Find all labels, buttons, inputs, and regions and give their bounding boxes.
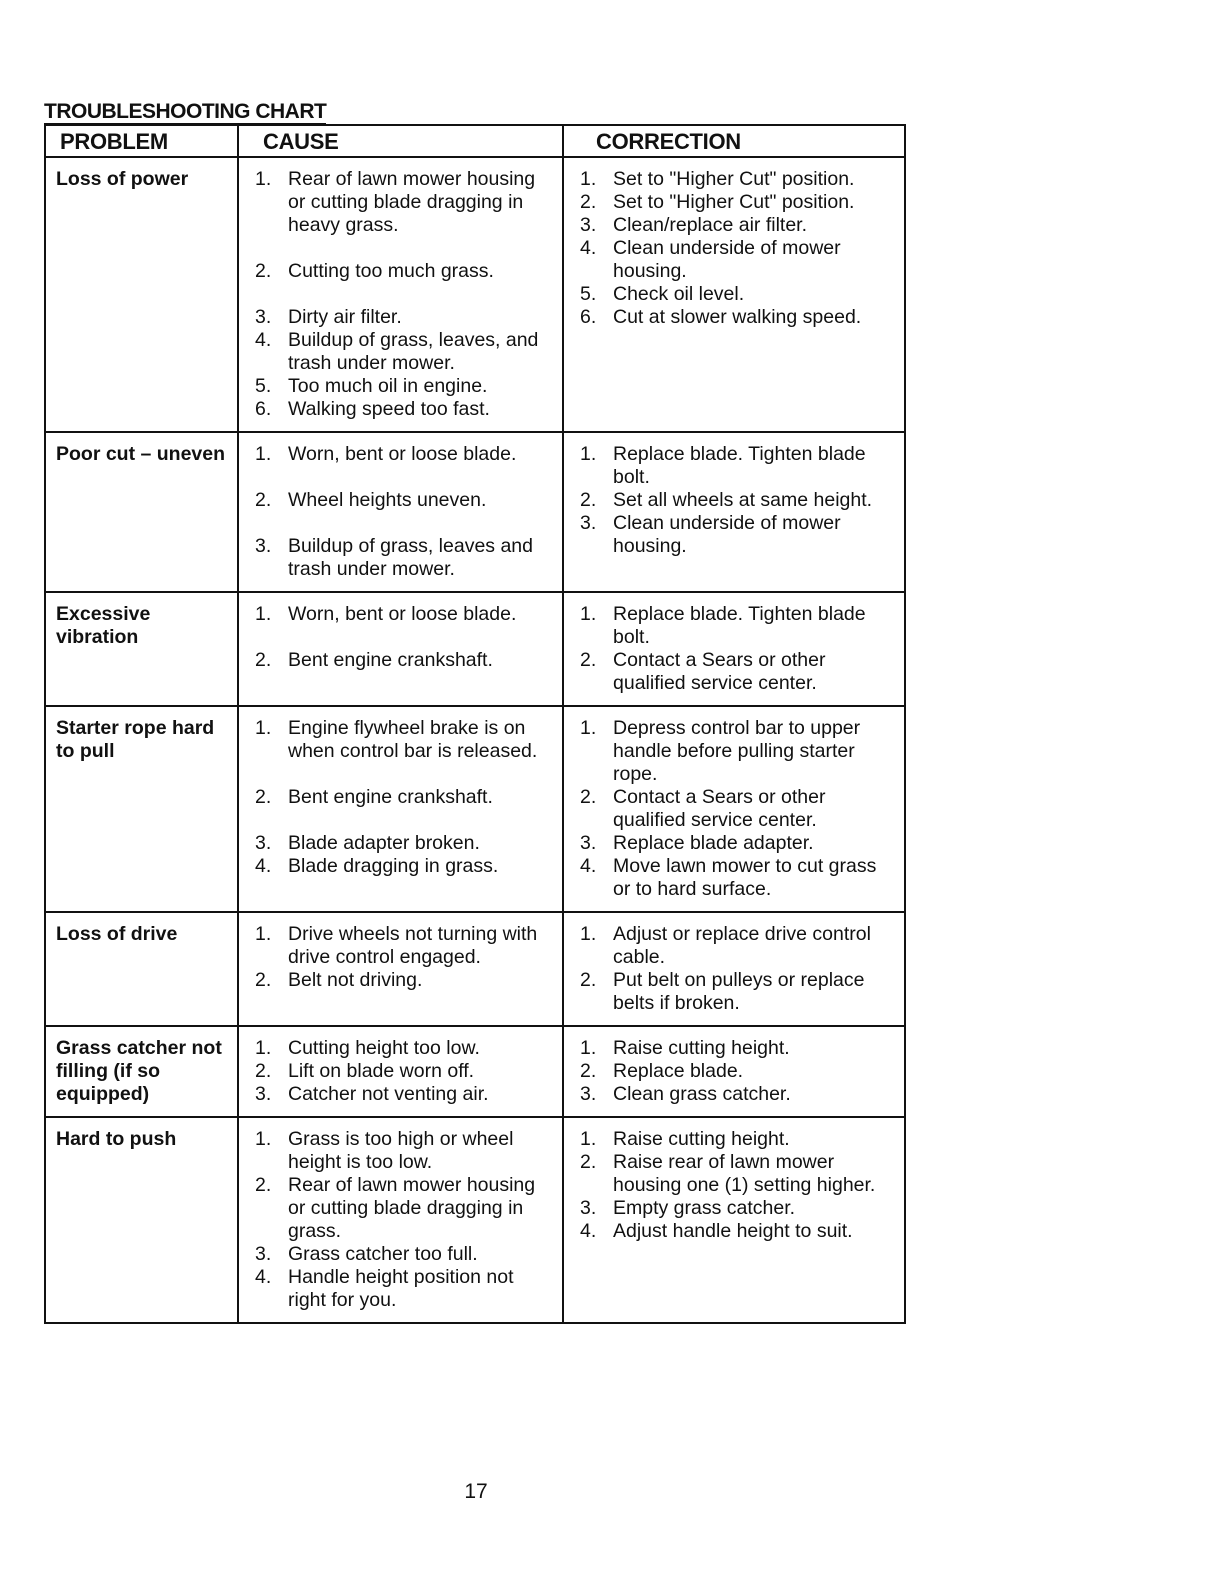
correction-item (572, 717, 894, 786)
cause-list (247, 168, 552, 421)
cause-item-text: Cutting too much grass. (288, 260, 494, 282)
cause-item-text: Rear of lawn mower housing or cutting blade dragging in grass. (288, 1174, 536, 1242)
cause-list (247, 923, 552, 992)
cause-item-text: Bent engine crankshaft. (288, 649, 493, 671)
cause-item (247, 489, 552, 512)
cause-item-number: 3. (255, 535, 272, 557)
cause-item (247, 855, 552, 878)
correction-list (572, 923, 894, 1015)
cause-item-text: Catcher not venting air. (288, 1083, 489, 1105)
cause-item-number: 3. (255, 1083, 272, 1105)
correction-item (572, 191, 894, 214)
cause-item (247, 717, 552, 763)
correction-item-number: 1. (580, 168, 597, 190)
correction-item-number: 2. (580, 191, 597, 213)
cause-item (247, 306, 552, 329)
table-row (45, 1117, 905, 1323)
correction-item-text: Cut at slower walking speed. (613, 306, 862, 328)
correction-item (572, 283, 894, 306)
cause-item-number: 2. (255, 489, 272, 511)
cause-item (247, 1174, 552, 1243)
correction-item-number: 3. (580, 1083, 597, 1105)
correction-item (572, 306, 894, 329)
cause-item-number: 1. (255, 923, 272, 945)
cause-item (247, 1243, 552, 1266)
cause-item-text: Grass catcher too full. (288, 1243, 478, 1265)
cause-item (247, 535, 552, 581)
correction-item-number: 2. (580, 1060, 597, 1082)
correction-item-number: 2. (580, 786, 597, 808)
cause-item-number: 2. (255, 969, 272, 991)
cause-item-number: 3. (255, 306, 272, 328)
correction-item (572, 923, 894, 969)
table-row (45, 912, 905, 1026)
correction-item-number: 3. (580, 214, 597, 236)
table-body (45, 157, 905, 1323)
cause-cell (238, 1026, 563, 1117)
cause-list (247, 1128, 552, 1312)
correction-item-text: Check oil level. (613, 283, 745, 305)
cause-item-text: Buildup of grass, leaves and trash under mower. (288, 535, 533, 580)
table-row (45, 592, 905, 706)
correction-cell (563, 157, 905, 432)
problem-cell: Starter rope hard to pull (45, 706, 238, 912)
correction-item (572, 512, 894, 558)
correction-item-number: 4. (580, 855, 597, 877)
correction-item-number: 1. (580, 603, 597, 625)
correction-item-number: 2. (580, 649, 597, 671)
correction-item-text: Move lawn mower to cut grass or to hard surface. (613, 855, 877, 900)
cause-item-text: Drive wheels not turning with drive control engaged. (288, 923, 538, 968)
correction-item (572, 1060, 894, 1083)
correction-item (572, 237, 894, 283)
correction-item (572, 832, 894, 855)
cause-cell (238, 432, 563, 592)
cause-item (247, 969, 552, 992)
correction-item (572, 214, 894, 237)
correction-item (572, 443, 894, 489)
correction-item-text: Raise cutting height. (613, 1037, 790, 1059)
page-number: 17 (464, 1480, 488, 1503)
correction-item-number: 4. (580, 237, 597, 259)
header-problem: PROBLEM (45, 125, 238, 157)
problem-cell: Grass catcher not filling (if so equipped) (45, 1026, 238, 1117)
correction-item-text: Depress control bar to upper handle before pulling starter rope. (613, 717, 861, 785)
correction-item-text: Set all wheels at same height. (613, 489, 873, 511)
correction-item-number: 2. (580, 969, 597, 991)
cause-item-text: Cutting height too low. (288, 1037, 480, 1059)
cause-item-number: 2. (255, 786, 272, 808)
correction-item (572, 1197, 894, 1220)
cause-item (247, 398, 552, 421)
correction-cell (563, 592, 905, 706)
correction-item-text: Set to "Higher Cut" position. (613, 168, 855, 190)
problem-cell: Poor cut – uneven (45, 432, 238, 592)
cause-item-text: Worn, bent or loose blade. (288, 443, 517, 465)
cause-item-text: Rear of lawn mower housing or cutting blade dragging in heavy grass. (288, 168, 536, 236)
cause-item-text: Blade dragging in grass. (288, 855, 499, 877)
table-row (45, 1026, 905, 1117)
correction-item-text: Contact a Sears or other qualified service center. (613, 786, 826, 831)
cause-item (247, 1060, 552, 1083)
cause-item-number: 4. (255, 329, 272, 351)
correction-cell (563, 706, 905, 912)
correction-item-text: Clean/replace air filter. (613, 214, 808, 236)
correction-item-number: 2. (580, 489, 597, 511)
correction-item-number: 3. (580, 832, 597, 854)
correction-item-text: Adjust handle height to suit. (613, 1220, 853, 1242)
correction-list (572, 1128, 894, 1243)
correction-item (572, 649, 894, 695)
cause-item (247, 1083, 552, 1106)
correction-item-number: 1. (580, 717, 597, 739)
cause-cell (238, 157, 563, 432)
cause-item-number: 1. (255, 717, 272, 739)
correction-item (572, 1037, 894, 1060)
problem-cell: Loss of drive (45, 912, 238, 1026)
cause-item-text: Handle height position not right for you. (288, 1266, 514, 1311)
cause-item-text: Buildup of grass, leaves, and trash under mower. (288, 329, 539, 374)
correction-item-number: 6. (580, 306, 597, 328)
correction-item-number: 1. (580, 1037, 597, 1059)
cause-cell (238, 706, 563, 912)
cause-cell (238, 912, 563, 1026)
correction-item-text: Clean underside of mower housing. (613, 237, 841, 282)
cause-list (247, 1037, 552, 1106)
cause-cell (238, 1117, 563, 1323)
cause-item (247, 603, 552, 626)
correction-item-text: Clean grass catcher. (613, 1083, 791, 1105)
cause-cell (238, 592, 563, 706)
correction-item-number: 2. (580, 1151, 597, 1173)
correction-item-number: 1. (580, 923, 597, 945)
correction-item-text: Replace blade. (613, 1060, 744, 1082)
cause-item (247, 923, 552, 969)
correction-cell (563, 1117, 905, 1323)
table-row (45, 706, 905, 912)
cause-item-text: Blade adapter broken. (288, 832, 480, 854)
table-row (45, 432, 905, 592)
correction-list (572, 443, 894, 558)
cause-item-text: Too much oil in engine. (288, 375, 488, 397)
correction-item (572, 1128, 894, 1151)
correction-item (572, 1083, 894, 1106)
cause-item-number: 1. (255, 443, 272, 465)
cause-item-text: Bent engine crankshaft. (288, 786, 493, 808)
cause-item-text: Wheel heights uneven. (288, 489, 487, 511)
cause-item (247, 832, 552, 855)
correction-list (572, 717, 894, 901)
cause-item (247, 375, 552, 398)
correction-item-text: Raise cutting height. (613, 1128, 790, 1150)
cause-item (247, 1128, 552, 1174)
cause-item (247, 168, 552, 237)
problem-cell: Excessive vibration (45, 592, 238, 706)
correction-item (572, 603, 894, 649)
correction-item (572, 1151, 894, 1197)
cause-item-number: 1. (255, 168, 272, 190)
correction-item (572, 786, 894, 832)
cause-item-number: 2. (255, 649, 272, 671)
correction-item-text: Put belt on pulleys or replace belts if broken. (613, 969, 865, 1014)
page-title: TROUBLESHOOTING CHART (44, 100, 327, 123)
troubleshooting-table (44, 124, 906, 1324)
cause-item-number: 4. (255, 1266, 272, 1288)
cause-item-text: Belt not driving. (288, 969, 423, 991)
cause-item-number: 1. (255, 1128, 272, 1150)
correction-item-text: Replace blade adapter. (613, 832, 814, 854)
correction-item-text: Set to "Higher Cut" position. (613, 191, 855, 213)
correction-list (572, 168, 894, 329)
correction-item-number: 1. (580, 443, 597, 465)
header-cause: CAUSE (238, 125, 563, 157)
cause-item-number: 2. (255, 1174, 272, 1196)
problem-cell: Loss of power (45, 157, 238, 432)
cause-item-text: Grass is too high or wheel height is too low. (288, 1128, 514, 1173)
correction-cell (563, 912, 905, 1026)
cause-item (247, 260, 552, 283)
correction-item-text: Contact a Sears or other qualified service center. (613, 649, 826, 694)
correction-list (572, 603, 894, 695)
cause-item (247, 786, 552, 809)
correction-item (572, 489, 894, 512)
cause-list (247, 603, 552, 672)
cause-item-number: 4. (255, 855, 272, 877)
correction-item (572, 1220, 894, 1243)
correction-item-text: Clean underside of mower housing. (613, 512, 841, 557)
cause-list (247, 717, 552, 878)
correction-cell (563, 1026, 905, 1117)
correction-item (572, 168, 894, 191)
cause-item-text: Walking speed too fast. (288, 398, 490, 420)
cause-item-text: Engine flywheel brake is on when control bar is released. (288, 717, 538, 762)
cause-item-number: 2. (255, 1060, 272, 1082)
cause-item-number: 3. (255, 1243, 272, 1265)
correction-item-number: 3. (580, 1197, 597, 1219)
cause-item-number: 3. (255, 832, 272, 854)
cause-item-number: 1. (255, 1037, 272, 1059)
cause-item (247, 1266, 552, 1312)
cause-item-text: Dirty air filter. (288, 306, 402, 328)
correction-item-number: 4. (580, 1220, 597, 1242)
correction-cell (563, 432, 905, 592)
correction-list (572, 1037, 894, 1106)
correction-item (572, 855, 894, 901)
cause-item (247, 329, 552, 375)
cause-item-number: 2. (255, 260, 272, 282)
correction-item-number: 5. (580, 283, 597, 305)
cause-item-text: Lift on blade worn off. (288, 1060, 475, 1082)
correction-item-text: Replace blade. Tighten blade bolt. (613, 603, 866, 648)
header-correction: CORRECTION (563, 125, 905, 157)
cause-item-number: 5. (255, 375, 272, 397)
cause-item-number: 1. (255, 603, 272, 625)
correction-item-text: Empty grass catcher. (613, 1197, 796, 1219)
correction-item-text: Raise rear of lawn mower housing one (1) setting higher. (613, 1151, 876, 1196)
correction-item (572, 969, 894, 1015)
correction-item-text: Replace blade. Tighten blade bolt. (613, 443, 866, 488)
cause-item-number: 6. (255, 398, 272, 420)
problem-cell: Hard to push (45, 1117, 238, 1323)
correction-item-text: Adjust or replace drive control cable. (613, 923, 871, 968)
cause-item (247, 1037, 552, 1060)
cause-item-text: Worn, bent or loose blade. (288, 603, 517, 625)
correction-item-number: 1. (580, 1128, 597, 1150)
table-row (45, 157, 905, 432)
cause-item (247, 649, 552, 672)
table-header-row (45, 125, 905, 157)
correction-item-number: 3. (580, 512, 597, 534)
cause-item (247, 443, 552, 466)
cause-list (247, 443, 552, 581)
